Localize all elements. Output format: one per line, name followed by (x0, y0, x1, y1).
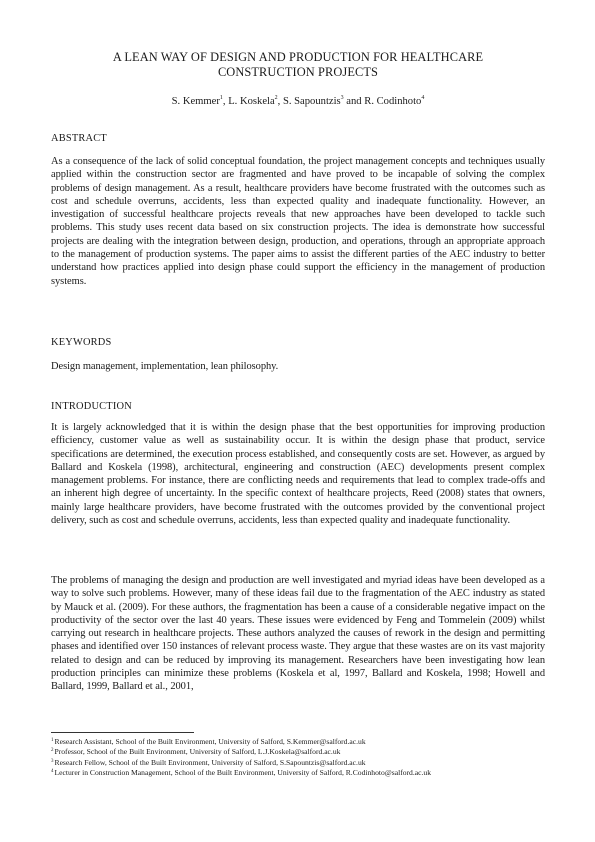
keywords-heading: KEYWORDS (51, 337, 112, 348)
paper-title (51, 50, 545, 80)
footnote: $^1$Research Assistant, School of the Built Environment, University of Salford, S.Kemmer@salford.ac.uk (51, 737, 366, 746)
footnote: $^2$Professor, School of the Built Environment, University of Salford, L.J.Koskela@salford.ac.uk (51, 747, 341, 757)
introduction-heading: INTRODUCTION (51, 401, 132, 412)
author: L. Koskela$^2$, (228, 95, 283, 107)
author-list (51, 95, 545, 108)
abstract-heading: ABSTRACT (51, 133, 107, 144)
abstract-text: As a consequence of the lack of solid conceptual foundation, the project management concepts and techniques usually applied within the construction sector are fragmented and have proved to be incapable of solving the complex problems of design management. As a result, healthcare providers have become frustrated with the outcomes such as cost and schedule overruns, accidents, less than expected quality and inadequate functionality. However, an investigation of successful healthcare projects reveals that new approaches have been developed to tackle such problems. This study uses recent data based on six construction projects. The idea is demonstrate how successful projects are dealing with the integration between design, production, and operations, through an appropriate approach to the management of production systems. The paper aims to assist the different parties of the AEC industry to better understand how practices applied into design phase could support the efficiency in the management of production systems. (51, 156, 545, 287)
author: S. Sapountzis$^3$ and (282, 95, 365, 107)
intro-paragraph-2: The problems of managing the design and production are well investigated and myriad ideas have been developed as a way to solve such problems. However, many of these ideas fail due to the fragmentation of the AEC industry as stated by Mauck et al. (2009). For these authors, the fragmentation has been a cause of a considerable negative impact on the productivity of the sector over the last 40 years. These issues were evidenced by Feng and Tommelein (2009) whilst carrying out research in healthcare projects. These authors analyzed the causes of rework in the design and permitting phases and identified over 150 instances of relevant process waste. They argue that these wastes are on its vast majority related to design and can be reduced by improving its management. Researchers have been investigating how lean production principles can minimize these problems (Koskela et al, 1997, Ballard and Koskela, 1998; Howell and Ballard, 1999, Ballard et al., 2001, (51, 575, 545, 693)
footnotes (51, 737, 545, 778)
author: S. Kemmer$^1$, (171, 95, 229, 107)
intro-paragraph-1: It is largely acknowledged that it is within the design phase that the best opportunities for improving production efficiency, customer value as well as sustainability occur. It is within the design phase that product, service specifications are determined, the execution process established, and consequently costs are set. However, as argued by Ballard and Koskela (1998), architectural, engineering and construction (AEC) developments present complex management problems. For instance, there are conflicting needs and requirements that lead to complex trade-offs and an inherent high degree of uncertainty. In the specific context of healthcare projects, Reed (2008) states that owners, mainly large healthcare providers, have become frustrated with the outcomes provided by the conventional project delivery, such as cost and schedule overruns, accidents, less than expected quality and inadequate functionality. (51, 422, 545, 527)
author: R. Codinhoto$^4$ (364, 95, 425, 107)
author-footnote-mark: 1 (219, 95, 223, 101)
footnote-divider (51, 732, 194, 733)
footnote: $^3$Research Fellow, School of the Built Environment, University of Salford, S.Sapountzis@salford.ac.uk (51, 757, 366, 767)
title-line-1: A LEAN WAY OF DESIGN AND PRODUCTION FOR HEALTHCARE (112, 50, 484, 64)
author-footnote-mark: 4 (421, 95, 425, 101)
keywords-text: Design management, implementation, lean philosophy. (51, 361, 279, 372)
author-footnote-mark: 3 (340, 95, 344, 101)
author-footnote-mark: 2 (274, 95, 278, 101)
footnote: $^4$Lecturer in Construction Management, School of the Built Environment, University of Salford, R.Codinhoto@salford.ac.uk (51, 767, 431, 777)
title-line-2: CONSTRUCTION PROJECTS (217, 65, 379, 79)
